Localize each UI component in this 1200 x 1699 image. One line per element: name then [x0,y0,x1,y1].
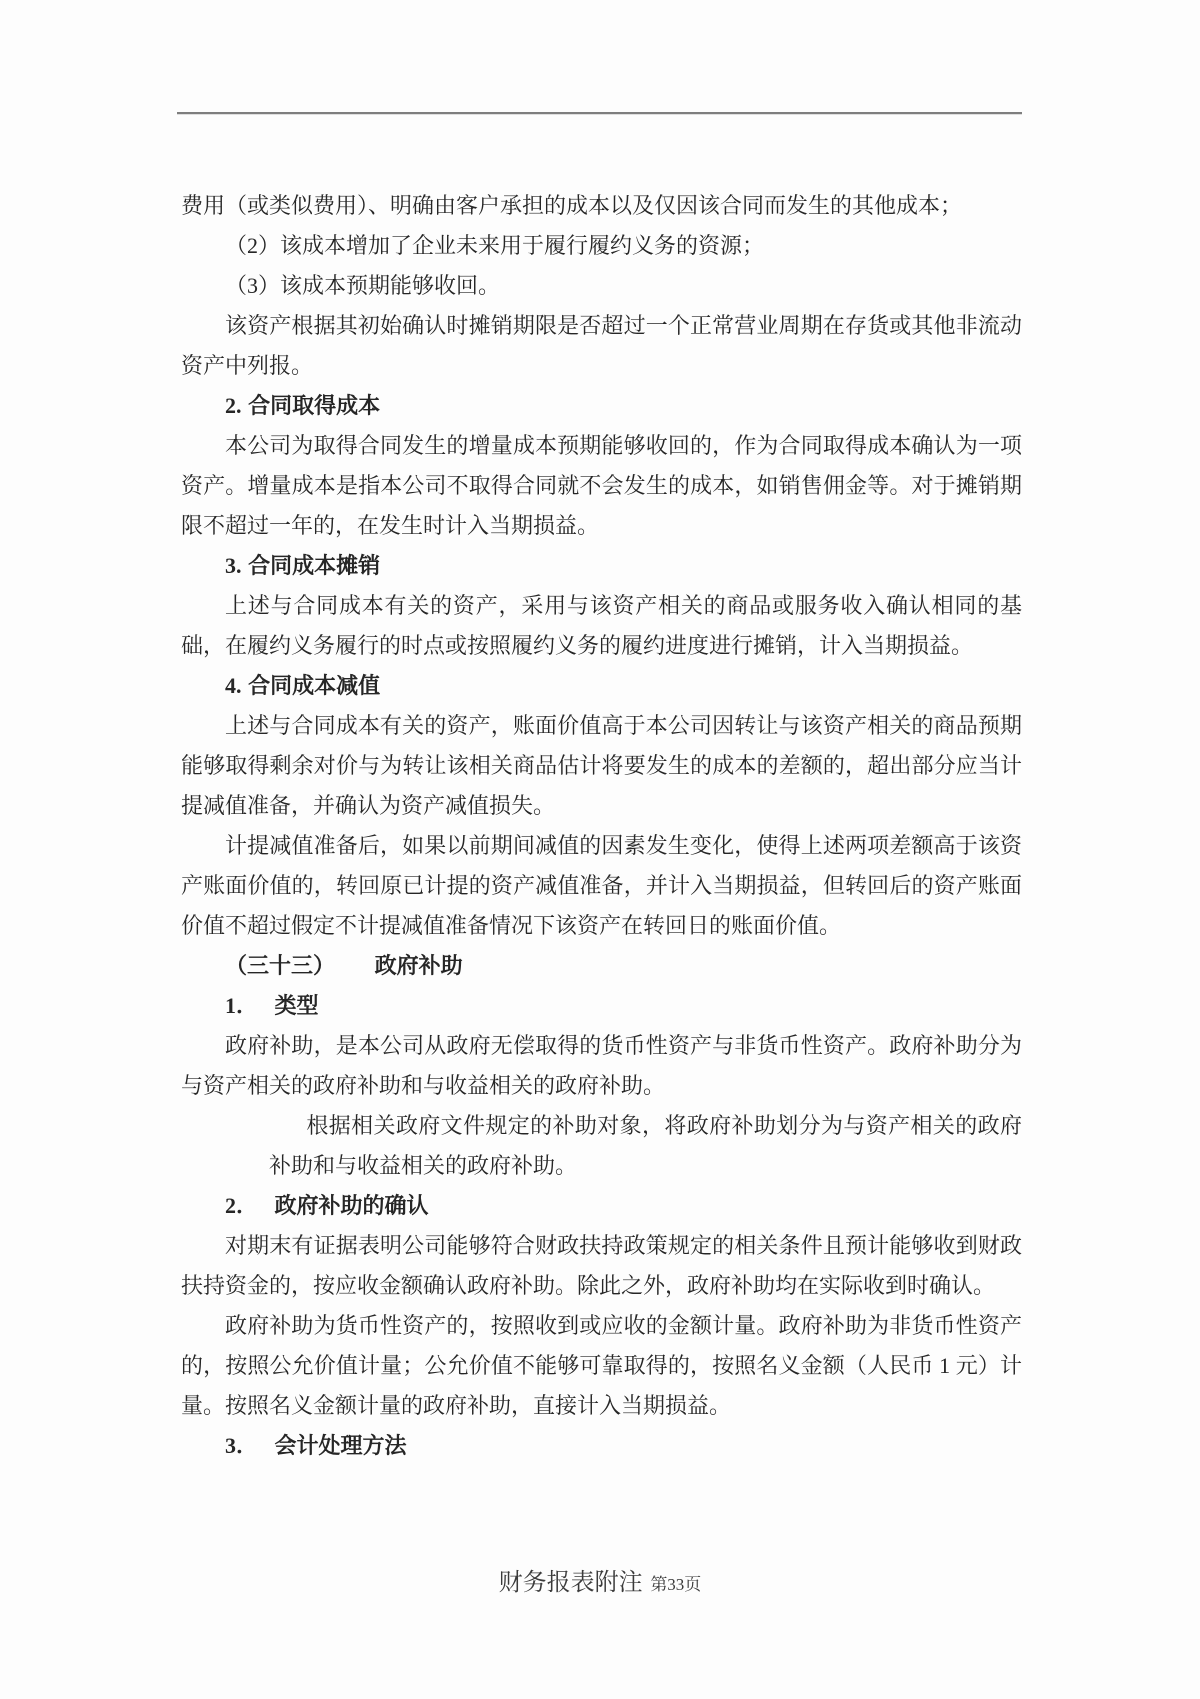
heading-accounting-treatment [181,1426,1022,1466]
paragraph-grant-types-body: 政府补助，是本公司从政府无偿取得的货币性资产与非货币性资产。政府补助分为与资产相关的政府补助和与收益相关的政府补助。 [181,1033,1022,1098]
header-rule [177,112,1022,114]
paragraph-impairment-reversal: 计提减值准备后，如果以前期间减值的因素发生变化，使得上述两项差额高于该资产账面价值的，转回原已计提的资产减值准备，并计入当期损益，但转回后的资产账面价值不超过假定不计提减值准备情况下该资产在转回日的账面价值。 [181,833,1022,938]
paragraph-grant-recognition-body: 对期末有证据表明公司能够符合财政扶持政策规定的相关条件且预计能够收到财政扶持资金的，按应收金额确认政府补助。除此之外，政府补助均在实际收到时确认。 [181,1233,1022,1298]
heading-number: 3． [225,1433,259,1458]
paragraph-grant-measurement: 政府补助为货币性资产的，按照收到或应收的金额计量。政府补助为非货币性资产的，按照公允价值计量；公允价值不能够可靠取得的，按照名义金额（人民币 1 元）计量。按照名义金额计量的政府补助，直接计入当期损益。 [181,1313,1022,1418]
heading-title: 合同成本减值 [248,673,381,698]
page-body [181,186,1022,1466]
paragraph-acquisition-cost-body: 本公司为取得合同发生的增量成本预期能够收回的，作为合同取得成本确认为一项资产。增量成本是指本公司不取得合同就不会发生的成本，如销售佣金等。对于摊销期限不超过一年的，在发生时计入当期损益。 [181,433,1022,538]
footer-page-number: 第33页 [650,1575,702,1594]
section-number: （三十三） [225,953,336,978]
heading-title: 政府补助的确认 [274,1193,429,1218]
paragraph-impairment-body: 上述与合同成本有关的资产，账面价值高于本公司因转让与该资产相关的商品预期能够取得剩余对价与为转让该相关商品估计将要发生的成本的差额的，超出部分应当计提减值准备，并确认为资产减值损失。 [181,713,1022,818]
heading-number: 2. [225,393,242,418]
section-heading-government-grants [181,946,1022,986]
heading-title: 合同取得成本 [248,393,381,418]
page-footer [0,1562,1200,1597]
heading-contract-cost-amortization [181,546,1022,586]
paragraph-cost-continuation: 费用（或类似费用）、明确由客户承担的成本以及仅因该合同而发生的其他成本； [181,193,963,218]
section-title: 政府补助 [374,953,463,978]
heading-title: 会计处理方法 [274,1433,407,1458]
paragraph-grant-classification-inset: 根据相关政府文件规定的补助对象，将政府补助划分为与资产相关的政府补助和与收益相关的政府补助。 [269,1113,1022,1178]
heading-title: 合同成本摊销 [248,553,381,578]
heading-contract-acquisition-cost [181,386,1022,426]
heading-grant-types [181,986,1022,1026]
paragraph-amortization-body: 上述与合同成本有关的资产，采用与该资产相关的商品或服务收入确认相同的基础，在履约义务履行的时点或按照履约义务的履约进度进行摊销，计入当期损益。 [181,593,1022,658]
paragraph-asset-presentation: 该资产根据其初始确认时摊销期限是否超过一个正常营业周期在存货或其他非流动资产中列报。 [181,313,1022,378]
heading-number: 3. [225,553,242,578]
list-item-2: （2）该成本增加了企业未来用于履行履约义务的资源； [225,233,765,258]
heading-grant-recognition [181,1186,1022,1226]
list-item-3: （3）该成本预期能够收回。 [225,273,501,298]
heading-number: 1． [225,993,259,1018]
footer-title: 财务报表附注 [498,1570,643,1596]
heading-number: 2． [225,1193,259,1218]
heading-title: 类型 [274,993,319,1018]
heading-number: 4. [225,673,242,698]
heading-contract-cost-impairment [181,666,1022,706]
